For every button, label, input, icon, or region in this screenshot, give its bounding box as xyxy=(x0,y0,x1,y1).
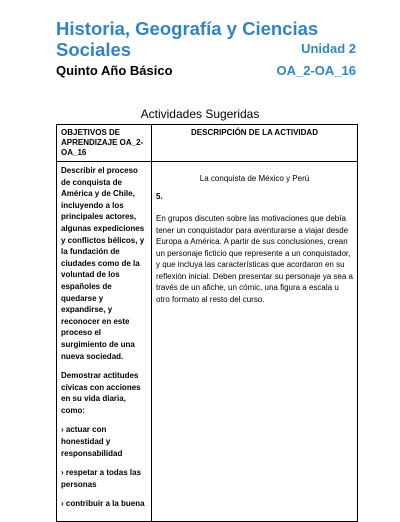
objectives-cell xyxy=(57,162,152,522)
objective-codes: OA_2-OA_16 xyxy=(276,63,356,78)
objectives-column-header: OBJETIVOS DE APRENDIZAJE OA_2-OA_16 xyxy=(57,125,152,162)
activity-cell xyxy=(152,162,358,522)
table-header-row xyxy=(57,125,358,162)
objective-paragraph: Demostrar actitudes cívicas con acciones en su vida diaria, como: xyxy=(61,371,141,415)
activity-description: En grupos discuten sobre las motivaciones que debía tener un conquistador para aventurarse a viajar desde Europa a América. A partir de sus conclusiones, crean un personaje ficticio que represente a un conquistador, y que incluya las características que acordaron en su reflexión inicial. Deben presentar su personaje ya sea a través de un afiche, un cómic, una figura a escala u otro formato al resto del curso. xyxy=(156,214,354,304)
grade-row xyxy=(56,63,356,79)
activity-number: 5. xyxy=(156,191,163,201)
objective-bullet: › contribuir a la buena xyxy=(61,499,145,509)
objective-bullet: › respetar a todas las personas xyxy=(61,468,142,489)
objective-bullet: › actuar con honestidad y responsabilidad xyxy=(61,425,123,458)
activities-table xyxy=(56,124,358,522)
description-column-header: DESCRIPCIÓN DE LA ACTIVIDAD xyxy=(152,125,358,162)
objective-paragraph: Describir el proceso de conquista de América y de Chile, incluyendo a los principales actores, algunas expediciones y conflictos bélicos, y la fundación de ciudades como de la voluntad de los españoles de quedarse y expandirse, y reconocer en este proceso el surgimiento de una nueva sociedad. xyxy=(61,166,145,361)
grade-label: Quinto Año Básico xyxy=(56,63,173,78)
unit-label: Unidad 2 xyxy=(301,41,356,56)
section-title: Actividades Sugeridas xyxy=(140,107,260,121)
title-line-2: Sociales xyxy=(56,39,132,60)
document-header xyxy=(56,18,356,78)
table-row xyxy=(57,162,358,522)
activity-title: La conquista de México y Perú xyxy=(199,174,310,183)
title-line-1: Historia, Geografía y Ciencias xyxy=(56,18,319,39)
